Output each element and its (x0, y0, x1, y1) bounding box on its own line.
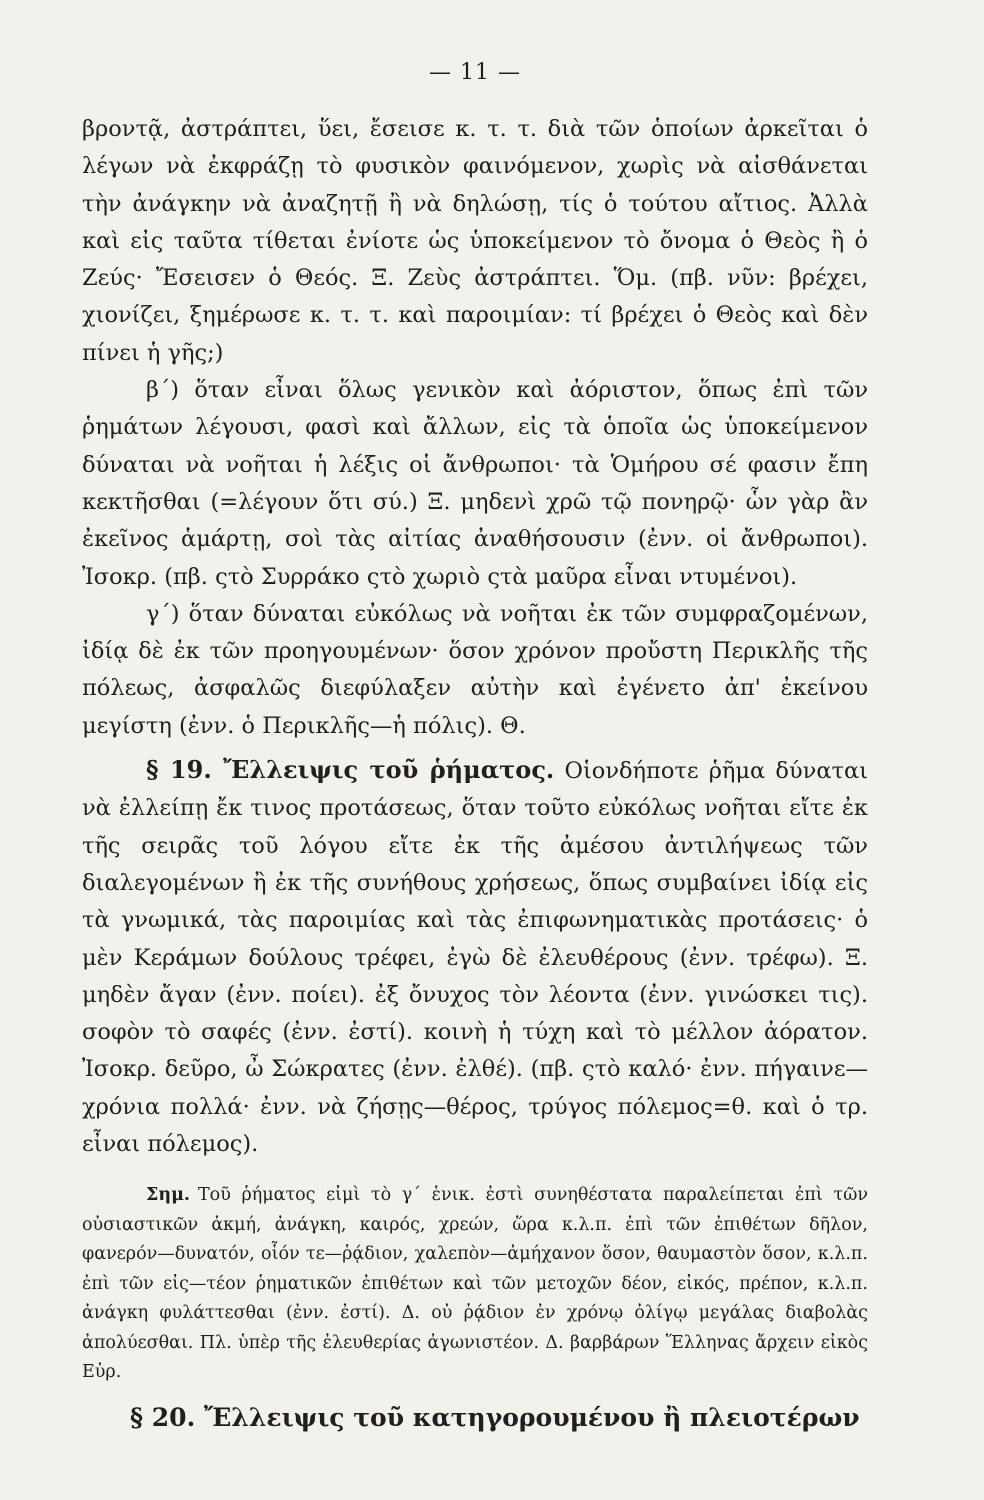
note (82, 1181, 868, 1388)
section-19-heading: § 19. Ἔλλειψις τοῦ ῥήματος. (146, 755, 555, 785)
section-20-heading: § 20. Ἔλλειψις τοῦ κατηγορουμένου ἢ πλειοτέρων (130, 1402, 860, 1432)
note-label: Σημ. (146, 1185, 190, 1206)
paragraph-case-c: γ΄) ὅταν δύναται εὐκόλως νὰ νοῆται ἐκ τῶν συμφραζομένων, ἰδίᾳ δὲ ἐκ τῶν προηγουμένων· ὅσον χρόνον προὔστη Περικλῆς τῆς πόλεως, ἀσφαλῶς διεφύλαξεν αὐτὴν καὶ ἐγένετο ἀπ' ἐκείνου μεγίστη (ἐνν. ὁ Περικλῆς—ἡ πόλις). Θ. (82, 600, 868, 739)
section-19-text: Οἱονδήποτε ῥῆμα δύναται νὰ ἐλλείπῃ ἔκ τινος προτάσεως, ὅταν τοῦτο εὐκόλως νοῆται εἴτε ἐκ τῆς σειρᾶς τοῦ λόγου εἴτε ἐκ τῆς ἀμέσου ἀντιλήψεως τῶν διαλεγομένων ἢ ἐκ τῆς συνήθους χρήσεως, ὅπως συμβαίνει ἰδίᾳ εἰς τὰ γνωμικά, τὰς παροιμίας καὶ τὰς ἐπιφωνηματικὰς προτάσεις· ὁ μὲν Κεράμων δούλους τρέφει, ἐγὼ δὲ ἐλευθέρους (ἐνν. τρέφω). Ξ. μηδὲν ἄγαν (ἐνν. ποίει). ἐξ ὄνυχος τὸν λέοντα (ἐνν. γινώσκει τις). σοφὸν τὸ σαφές (ἐνν. ἐστί). κοινὴ ἡ τύχη καὶ τὸ μέλλον ἀόρατον. Ἰσοκρ. δεῦρο, ὦ Σώκρατες (ἐνν. ἐλθέ). (πβ. ςτὸ καλό· ἐνν. πήγαινε—χρόνια πολλά· ἐνν. νὰ ζήσῃς—θέρος, τρύγος πόλεμος=θ. καὶ ὁ τρ. εἶναι πόλεμος). (82, 758, 868, 1158)
section-19 (82, 751, 868, 1163)
paragraph-case-b: β΄) ὅταν εἶναι ὅλως γενικὸν καὶ ἀόριστον, ὅπως ἐπὶ τῶν ῥημάτων λέγουσι, φασὶ καὶ ἄλλων, εἰς τὰ ὁποῖα ὡς ὑποκείμενον δύναται νὰ νοῆται ἡ λέξις οἱ ἄνθρωποι· τὰ Ὁμήρου σέ φασιν ἔπη κεκτῆσθαι (=λέγουν ὅτι σύ.) Ξ. μηδενὶ χρῶ τῷ πονηρῷ· ὧν γὰρ ἂν ἐκεῖνος ἁμάρτῃ, σοὶ τὰς αἰτίας ἀναθήσουσιν (ἐνν. οἱ ἄνθρωποι). Ἰσοκρ. (πβ. ςτὸ Συρράκο ςτὸ χωριὸ ςτὰ μαῦρα εἶναι ντυμένοι). (82, 377, 868, 590)
paragraph-continuation: βροντᾷ, ἀστράπτει, ὕει, ἔσεισε κ. τ. τ. διὰ τῶν ὁποίων ἀρκεῖται ὁ λέγων νὰ ἐκφράζῃ τὸ φυσικὸν φαινόμενον, χωρὶς νὰ αἰσθάνεται τὴν ἀνάγκην νὰ ἀναζητῇ ἢ νὰ δηλώσῃ, τίς ὁ τούτου αἴτιος. Ἀλλὰ καὶ εἰς ταῦτα τίθεται ἐνίοτε ὡς ὑποκείμενον τὸ ὄνομα ὁ Θεὸς ἢ ὁ Ζεύς· Ἔσεισεν ὁ Θεός. Ξ. Ζεὺς ἀστράπτει. Ὅμ. (πβ. νῦν: βρέχει, χιονίζει, ξημέρωσε κ. τ. τ. καὶ παροιμίαν: τί βρέχει ὁ Θεὸς καὶ δὲν πίνει ἡ γῆς;) (82, 116, 868, 366)
note-text: Τοῦ ῥήματος εἰμὶ τὸ γ΄ ἑνικ. ἐστὶ συνηθέστατα παραλείπεται ἐπὶ τῶν οὐσιαστικῶν ἀκμή, ἀνάγκη, καιρός, χρεών, ὥρα κ.λ.π. ἐπὶ τῶν ἐπιθέτων δῆλον, φανερόν—δυνατόν, οἷόν τε—ῥᾴδιον, χαλεπὸν—ἀμήχανον ὅσον, θαυμαστὸν ὅσον, κ.λ.π. ἐπὶ τῶν εἰς—τέον ῥηματικῶν ἐπιθέτων καὶ τῶν μετοχῶν δέον, εἰκός, πρέπον, κ.λ.π. ἀνάγκη φυλάττεσθαι (ἐνν. ἐστί). Δ. οὐ ῥᾴδιον ἐν χρόνῳ ὀλίγῳ μεγάλας διαβολὰς ἀπολύεσθαι. Πλ. ὑπὲρ τῆς ἐλευθερίας ἀγωνιστέον. Δ. βαρβάρων Ἕλληνας ἄρχειν εἰκὸς Εὐρ. (82, 1185, 868, 1383)
page-number: — 11 — (429, 60, 521, 85)
